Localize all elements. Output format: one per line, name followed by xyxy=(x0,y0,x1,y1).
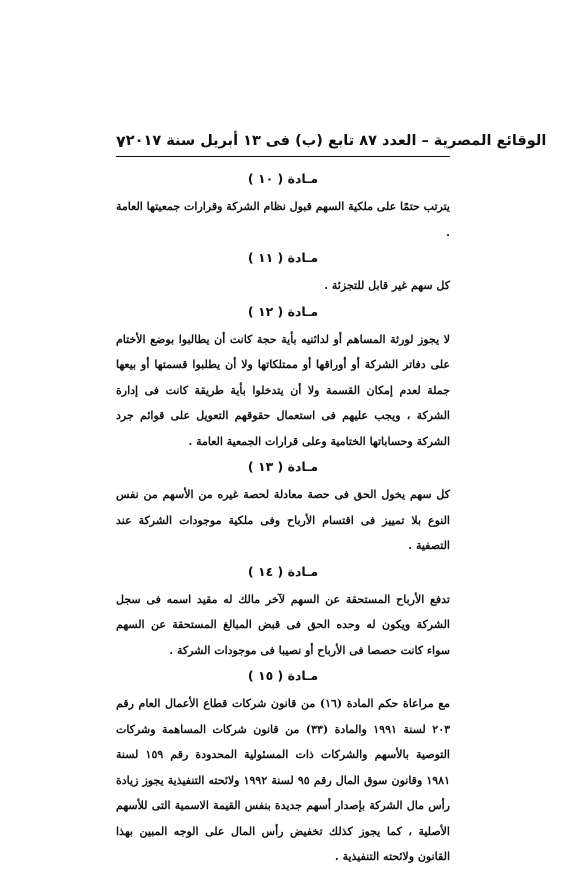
article-paragraph: كل سهم يخول الحق فى حصة معادلة لحصة غيره من الأسهم من نفس النوع بلا تمييز فى اقتسام الأرباح وفى ملكية موجودات الشركة عند التصفية . xyxy=(116,488,450,552)
article-11 xyxy=(116,250,450,299)
article-13 xyxy=(116,459,450,559)
article-paragraph: لا يجوز لورثة المساهم أو لدائنيه بأية حجة كانت أن يطالبوا بوضع الأختام على دفاتر الشركة أو أوراقها أو ممتلكاتها ولا أن يطلبوا قسمتها أو بيعها جملة لعدم إمكان القسمة ولا أن يتدخلوا بأية طريقة كانت فى إدارة الشركة ، ويجب عليهم فى استعمال حقوقهم التعويل على قوائم جرد الشركة وحساباتها الختامية وعلى قرارات الجمعية العامة . xyxy=(116,332,450,448)
article-paragraph: كل سهم غير قابل للتجزئة . xyxy=(324,279,450,292)
article-15 xyxy=(116,668,450,870)
article-heading: مـادة ( ١٣ ) xyxy=(247,459,319,474)
page-header xyxy=(116,126,547,156)
article-paragraph: مع مراعاة حكم المادة (١٦) من قانون شركات قطاع الأعمال العام رقم ٢٠٣ لسنة ١٩٩١ والمادة (٣٣) من قانون شركات المساهمة وشركات التوصية بالأسهم والشركات ذات المسئولية المحدودة رقم ١٥٩ لسنة ١٩٨١ وقانون سوق المال رقم ٩٥ لسنة ١٩٩٢ ولائحته التنفيذية يجوز زيادة رأس مال الشركة بإصدار أسهم جديدة بنفس القيمة الاسمية التى للأسهم الأصلية ، كما يجوز كذلك تخفيض رأس المال على الوجه المبين بهذا القانون ولائحته التنفيذية . xyxy=(116,697,451,863)
article-10 xyxy=(116,171,450,245)
article-paragraph: تدفع الأرباح المستحقة عن السهم لآخر مالك له مقيد اسمه فى سجل الشركة ويكون له وحده الحق فى قبض المبالغ المستحقة عن السهم سواء كانت حصصا فى الأرباح أو نصيبا فى موجودات الشركة . xyxy=(116,592,450,657)
article-heading: مـادة ( ١١ ) xyxy=(247,250,319,265)
article-heading: مـادة ( ١٢ ) xyxy=(247,303,319,319)
page-number: ٧ xyxy=(116,131,126,151)
header-divider xyxy=(116,156,450,157)
article-14 xyxy=(116,564,450,664)
document-body xyxy=(116,166,450,874)
gazette-header-title: الوقائع المصرية – العدد ٨٧ تابع (ب) فى ١٣ أبريل سنة ٢٠١٧ xyxy=(125,133,547,149)
article-heading: مـادة ( ١٤ ) xyxy=(247,563,319,579)
article-12 xyxy=(116,304,450,455)
article-paragraph: يترتب حتمًا على ملكية السهم قبول نظام الشركة وقرارات جمعيتها العامة . xyxy=(116,200,450,239)
article-heading: مـادة ( ١٥ ) xyxy=(247,668,319,683)
article-heading: مـادة ( ١٠ ) xyxy=(247,171,319,186)
